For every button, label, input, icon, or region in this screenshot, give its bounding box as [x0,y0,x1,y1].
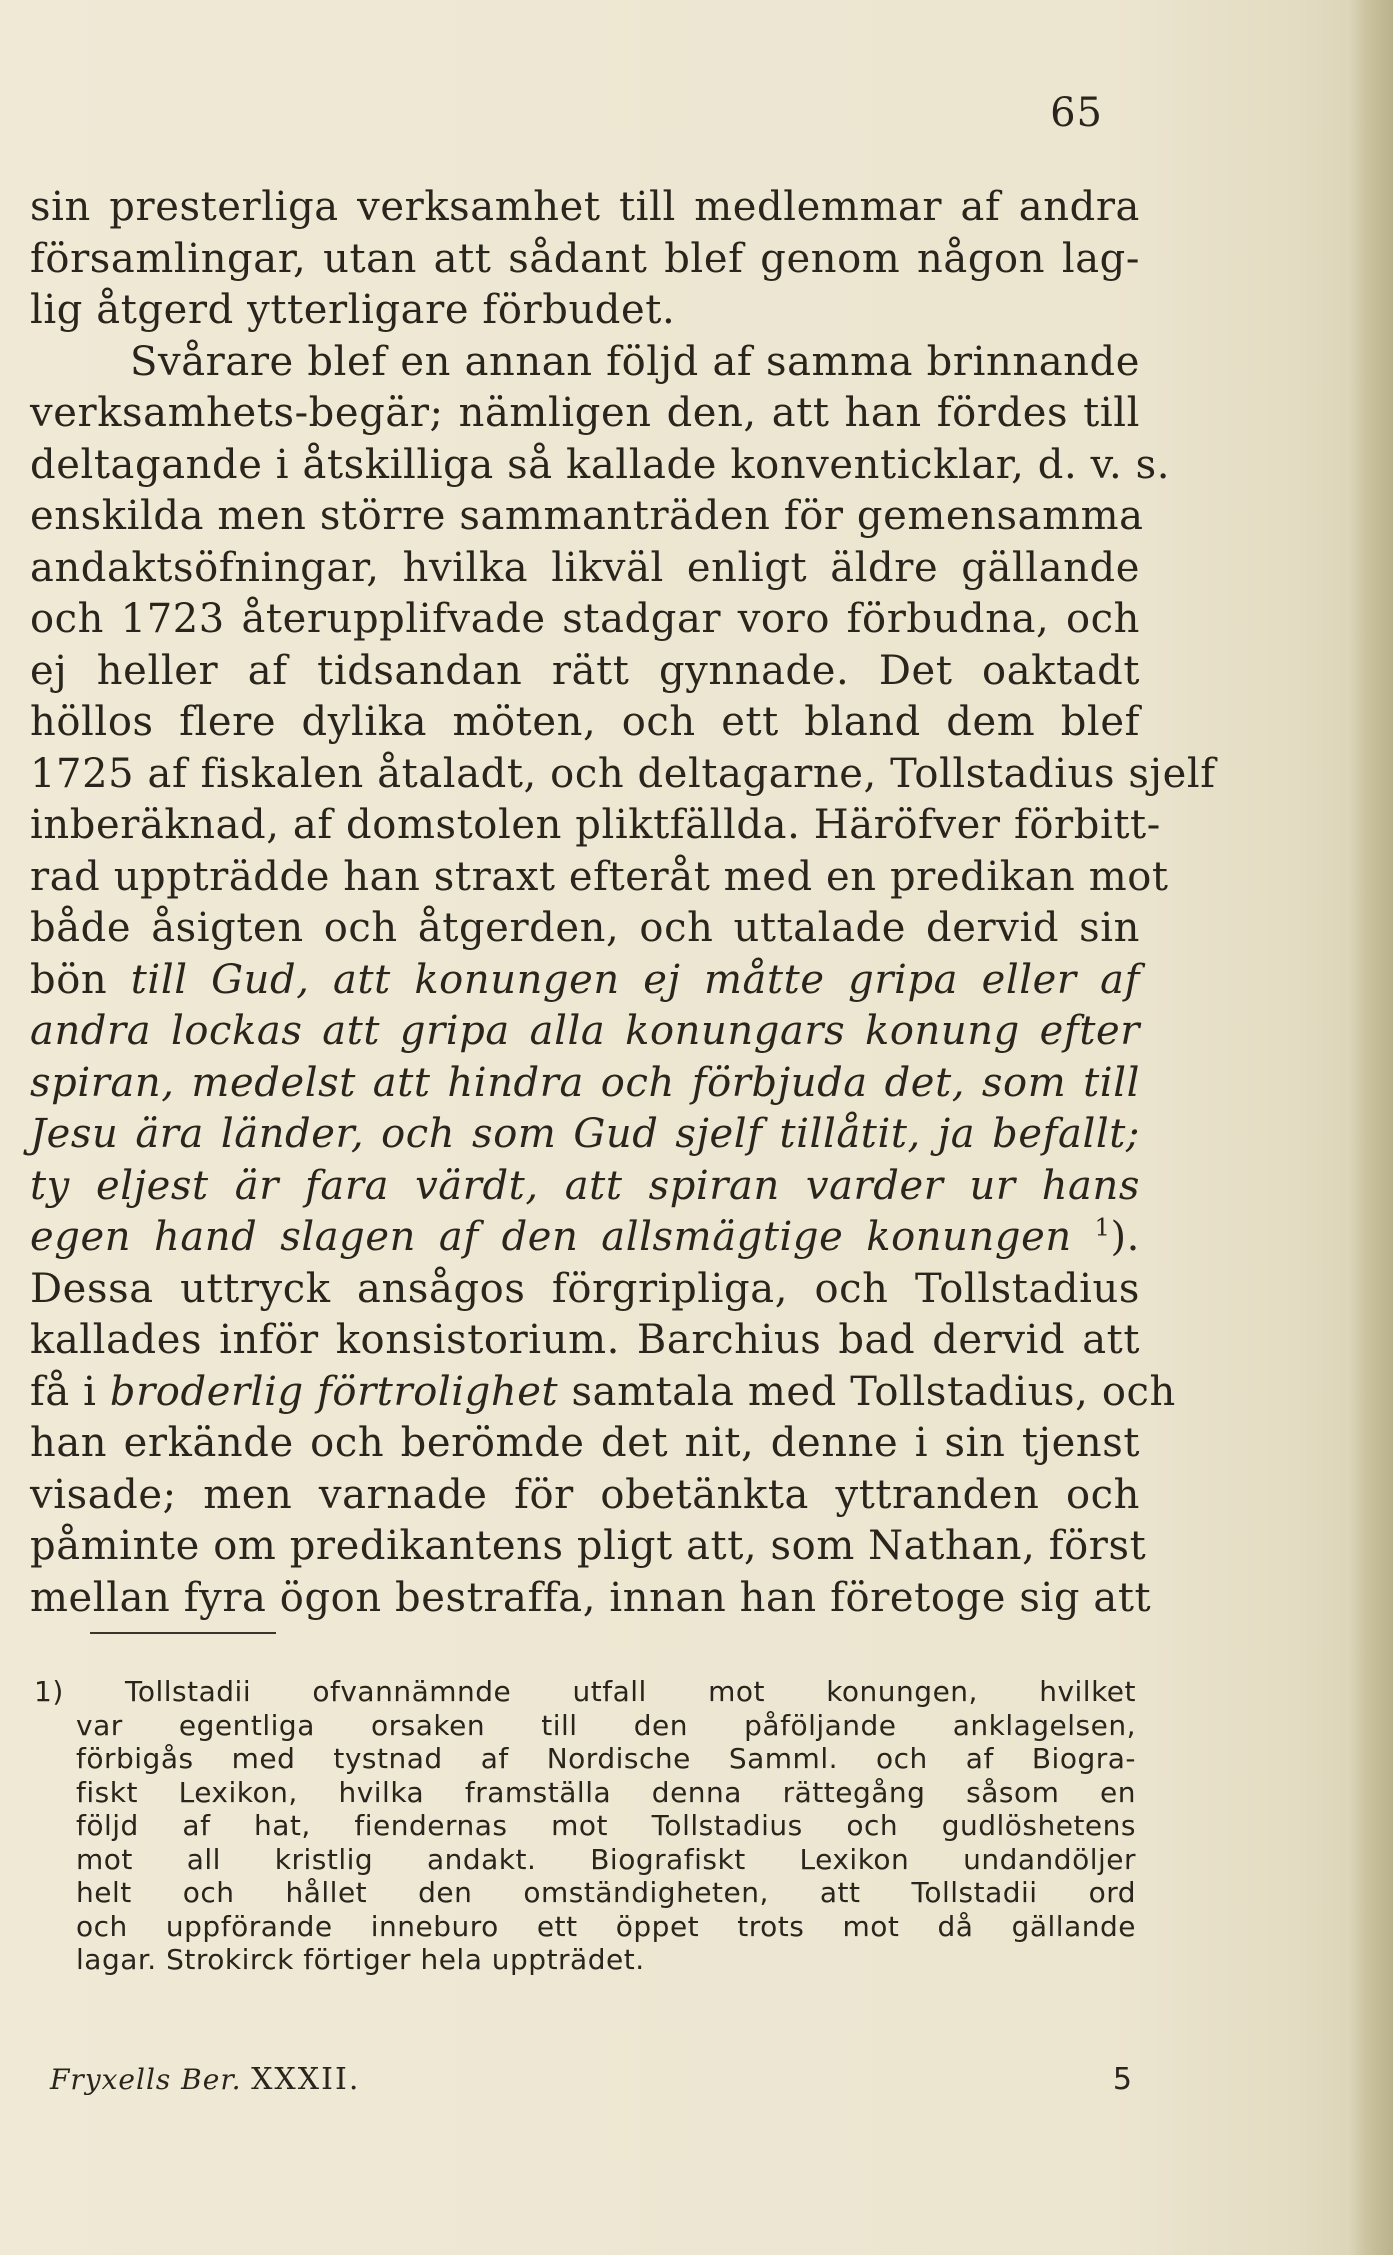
footnote-line: följd af hat, fiendernas mot Tollstadius och gudlöshetens [76,1809,1136,1842]
footnote-divider [90,1632,276,1634]
text-run: samtala med Tollstadius, och [558,1368,1176,1415]
text-line: lig åtgerd ytterligare förbudet. [30,287,676,333]
footnote-text: Tollstadii ofvannämnde utfall mot konungen, hvilket [125,1675,1136,1708]
text-line: andaktsöfningar, hvilka likväl enligt äldre gällande [30,544,1140,591]
footnote-line [34,1675,1136,1709]
text-line: han erkände och berömde det nit, denne i sin tjenst [30,1420,1140,1466]
footnote [34,1675,1136,1977]
text-line: inberäknad, af domstolen pliktfällda. Häröfver förbitt- [30,802,1161,848]
footnote-line: och uppförande inneburo ett öppet trots mot då gällande [76,1909,1136,1943]
text-line: enskilda men större sammanträden för gemensamma [30,493,1144,539]
text-line: höllos flere dylika möten, och ett bland dem blef [30,699,1140,745]
page-number: 65 [1050,90,1103,136]
text-line: 1725 af fiskalen åtaladt, och deltagarne, Tollstadius sjelf [30,750,1216,797]
text-line [30,955,1140,1007]
text-line: visade; men varnade för obetänkta yttranden och [30,1471,1140,1518]
italic-quote-line: Jesu ära länder, och som Gud sjelf tillåtit, ja befallt; [30,1111,1140,1157]
footnote-line: lagar. Strokirck förtiger hela uppträdet. [76,1943,645,1976]
text-run: få i [30,1368,110,1415]
footnote-marker: 1) [34,1675,64,1708]
text-run: ). [1110,1214,1140,1260]
italic-quote-line: ty eljest är fara värdt, att spiran varder ur hans [30,1162,1140,1209]
text-line: mellan fyra ögon bestraffa, innan han företoge sig att [30,1574,1152,1621]
signature-title: Fryxells Ber. [50,2063,242,2096]
text-line [30,1212,1140,1264]
text-line: påminte om predikantens pligt att, som Nathan, först [30,1523,1147,1569]
text-line: rad uppträdde han straxt efteråt med en predikan mot [30,853,1169,900]
text-line: Svårare blef en annan följd af samma brinnande [130,338,1140,385]
text-line [30,1367,1176,1419]
italic-quote: till Gud, att konungen ej måtte gripa eller af [130,956,1140,1003]
footnote-line: förbigås med tystnad af Nordische Samml. och af Biogra- [76,1742,1136,1775]
text-line: sin presterliga verksamhet till medlemmar af andra [30,184,1140,230]
text-line: Dessa uttryck ansågos förgripliga, och Tollstadius [30,1265,1140,1312]
text-line: och 1723 återupplifvade stadgar voro förbudna, och [30,596,1140,642]
paragraph-1 [30,182,1140,337]
italic-quote: egen hand slagen af den allsmägtige konungen [30,1214,1072,1260]
italic-phrase: broderlig förtrolighet [109,1368,559,1415]
italic-quote-line: andra lockas att gripa alla konungars konung efter [30,1008,1140,1054]
main-text [30,182,1216,1624]
italic-quote-line: spiran, medelst att hindra och förbjuda det, som till [30,1059,1140,1106]
volume-number: XXXII. [251,2062,361,2097]
footnote-line: var egentliga orsaken till den påföljande anklagelsen, [76,1708,1136,1742]
text-run: bön [30,956,131,1003]
footnote-line: mot all kristlig andakt. Biografiskt Lexikon undandöljer [76,1842,1136,1876]
page-edge [1349,0,1393,2255]
text-line: ej heller af tidsandan rätt gynnade. Det oaktadt [30,647,1140,694]
paragraph-2 [30,337,1216,1625]
text-line: kallades inför konsistorium. Barchius bad dervid att [30,1317,1140,1363]
footnote-line: fiskt Lexikon, hvilka framställa denna rättegång såsom en [76,1775,1136,1809]
text-line: församlingar, utan att sådant blef genom någon lag- [30,235,1140,282]
text-line: både åsigten och åtgerden, och uttalade dervid sin [30,905,1140,951]
footnote-reference: 1 [1094,1213,1111,1242]
text-line: verksamhets-begär; nämligen den, att han fördes till [30,390,1140,436]
text-line: deltagande i åtskilliga så kallade konventicklar, d. v. s. [30,441,1171,488]
footnote-line: helt och hållet den omständigheten, att Tollstadii ord [76,1876,1136,1909]
sheet-number: 5 [1112,2062,1132,2097]
signature-mark [50,2062,360,2097]
page-footer [50,2062,1132,2097]
